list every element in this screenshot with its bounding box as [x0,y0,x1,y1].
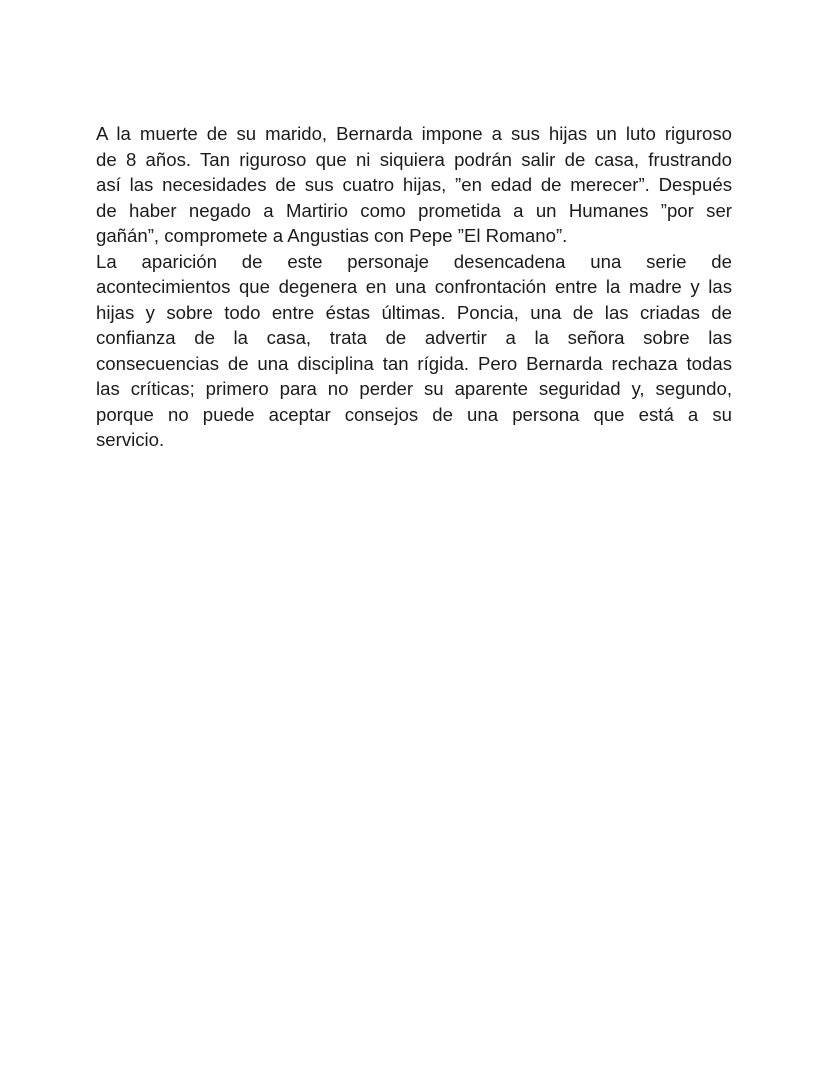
text-line: servicio. [96,429,165,450]
text-line: porque no puede aceptar consejos de una persona que está a su [96,403,732,425]
text-line: A la muerte de su marido, Bernarda impone a sus hijas un luto riguroso [96,123,732,144]
text-line: de haber negado a Martirio como prometida a un Humanes ”por ser [96,199,732,221]
text-line: confianza de la casa, trata de advertir a la señora sobre las [96,327,732,348]
paragraph-2 [96,249,732,453]
text-line: gañán”, compromete a Angustias con Pepe ”El Romano”. [96,225,568,246]
text-line: así las necesidades de sus cuatro hijas, ”en edad de merecer”. Después [96,174,732,195]
text-line: las críticas; primero para no perder su aparente seguridad y, segundo, [96,378,732,399]
text-line: acontecimientos que degenera en una confrontación entre la madre y las [96,276,732,297]
text-line: consecuencias de una disciplina tan rígida. Pero Bernarda rechaza todas [96,352,732,374]
text-line: La aparición de este personaje desencadena una serie de [96,250,732,272]
text-line: de 8 años. Tan riguroso que ni siquiera podrán salir de casa, frustrando [96,148,732,170]
text-line: hijas y sobre todo entre éstas últimas. Poncia, una de las criadas de [96,301,732,323]
paragraph-1 [96,121,732,249]
text-block [96,121,732,453]
